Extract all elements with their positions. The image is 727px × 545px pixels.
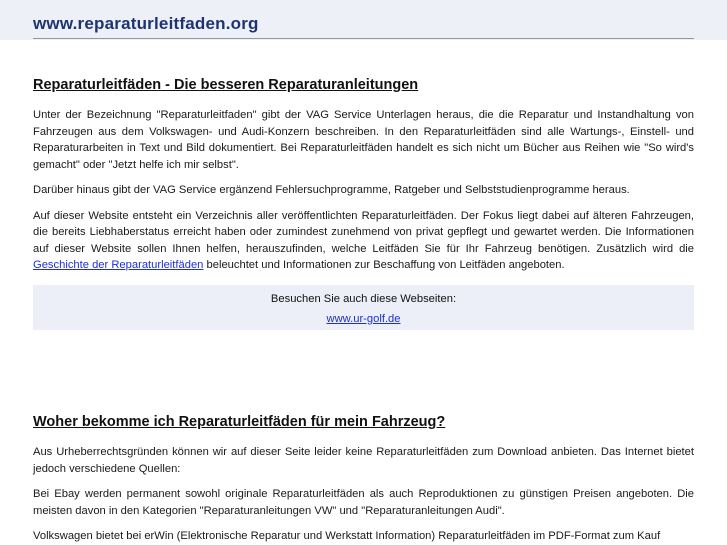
- intro-paragraph-3: [33, 208, 694, 274]
- sources-section: [33, 414, 694, 545]
- site-title: www.reparaturleitfaden.org: [33, 14, 259, 33]
- sources-paragraph-3: Volkswagen bietet bei erWin (Elektronische Reparatur und Werkstatt Information) Reparaturleitfäden im PDF-Format zum Kauf: [33, 530, 661, 542]
- main-content: [33, 77, 694, 330]
- ur-golf-link[interactable]: www.ur-golf.de: [326, 313, 401, 325]
- related-sites-label: Besuchen Sie auch diese Webseiten:: [270, 292, 457, 305]
- intro-paragraph-2: Darüber hinaus gibt der VAG Service ergänzend Fehlersuchprogramme, Ratgeber und Selbststudienprogramme heraus.: [33, 184, 630, 196]
- header: [0, 0, 727, 40]
- intro-paragraph-1: Unter der Bezeichnung "Reparaturleitfaden" gibt der VAG Service Unterlagen heraus, die die Reparatur und Instandhaltung von Fahrzeugen aus dem Volkswagen- und Audi-Konzern beschreiben. In den Reparaturleitfäden sind alle Wartungs-, Einstell- und Reparaturarbeiten in Text und Bild dokumentiert. Bei Reparaturleitfäden handelt es sich nicht um Bücher aus Reihen wie "So wird's gemacht" oder "Jetzt helfe ich mir selbst".: [33, 109, 694, 171]
- section-heading-sources: Woher bekomme ich Reparaturleitfäden für mein Fahrzeug?: [33, 414, 446, 430]
- sources-paragraph-2: Bei Ebay werden permanent sowohl originale Reparaturleitfäden als auch Reproduktionen zu günstigen Preisen angeboten. Die meisten davon in den Kategorien "Reparaturanleitungen VW" und "Reparaturanleitungen Audi".: [33, 488, 694, 517]
- sources-paragraph-1: Aus Urheberrechtsgründen können wir auf dieser Seite leider keine Reparaturleitfäden zum Download anbieten. Das Internet bietet jedoch verschiedene Quellen:: [33, 446, 694, 475]
- section-heading-intro: Reparaturleitfäden - Die besseren Reparaturanleitungen: [33, 77, 419, 93]
- intro-paragraph-3-text-b: beleuchtet und Informationen zur Beschaffung von Leitfäden angeboten.: [203, 259, 565, 271]
- related-sites-box: [33, 285, 694, 330]
- header-divider: [33, 38, 694, 39]
- intro-paragraph-3-text-a: Auf dieser Website entsteht ein Verzeichnis aller veröffentlichten Reparaturleitfäden. Der Fokus liegt dabei auf älteren Fahrzeugen, die bereits Liebhaberstatus erreicht haben oder zumindest zunehmend von privat gepflegt und gewartet werden. Die Informationen auf dieser Website sollen Ihnen helfen, herauszufinden, welche Leitfäden Sie für Ihr Fahrzeug benötigen. Zusätzlich wird die: [33, 209, 694, 255]
- history-link[interactable]: Geschichte der Reparaturleitfäden: [33, 259, 204, 271]
